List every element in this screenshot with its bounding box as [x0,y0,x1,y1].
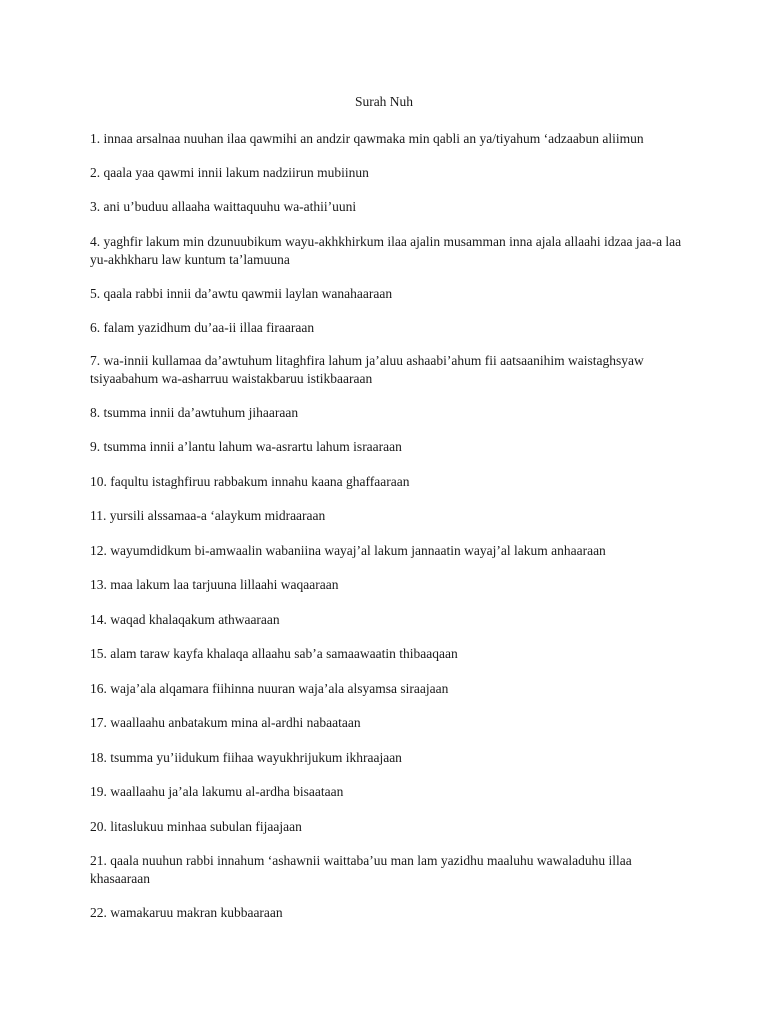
verse-5: 5. qaala rabbi innii da’awtu qawmii laylan wanahaaraan [90,286,393,301]
verse-7: 7. wa-innii kullamaa da’awtuhum litaghfira lahum ja’aluu ashaabi’ahum fii aatsaanihim waistaghsyaw tsiyaabahum wa-asharruu waistakbaruu istikbaaraan [90,353,644,386]
verse-18: 18. tsumma yu’iidukum fiihaa wayukhrijukum ikhraajaan [90,750,402,765]
verse-13: 13. maa lakum laa tarjuuna lillaahi waqaaraan [90,577,339,592]
verse-1: 1. innaa arsalnaa nuuhan ilaa qawmihi an andzir qawmaka min qabli an ya/tiyahum ‘adzaabun aliimun [90,131,644,146]
verse-9: 9. tsumma innii a’lantu lahum wa-asrartu lahum israaraan [90,439,402,454]
verse-12: 12. wayumdidkum bi-amwaalin wabaniina wayaj’al lakum jannaatin wayaj’al lakum anhaaraan [90,543,606,558]
verse-8: 8. tsumma innii da’awtuhum jihaaraan [90,405,299,420]
verse-20: 20. litaslukuu minhaa subulan fijaajaan [90,819,302,834]
verse-22: 22. wamakaruu makran kubbaaraan [90,905,283,920]
verse-14: 14. waqad khalaqakum athwaaraan [90,612,280,627]
verse-4: 4. yaghfir lakum min dzunuubikum wayu-akhkhirkum ilaa ajalin musamman inna ajala allaahi idzaa jaa-a laa yu-akhkharu law kuntum ta’lamuuna [90,234,682,267]
page-title: Surah Nuh [354,94,414,109]
verse-15: 15. alam taraw kayfa khalaqa allaahu sab’a samaawaatin thibaaqaan [90,646,458,661]
verse-6: 6. falam yazidhum du’aa-ii illaa firaaraan [90,320,315,335]
verse-17: 17. waallaahu anbatakum mina al-ardhi nabaataan [90,715,361,730]
verse-21: 21. qaala nuuhun rabbi innahum ‘ashawnii waittaba’uu man lam yazidhu maaluhu wawaladuhu illaa khasaaraan [90,853,632,886]
verse-3: 3. ani u’buduu allaaha waittaquuhu wa-athii’uuni [90,199,357,214]
verse-19: 19. waallaahu ja’ala lakumu al-ardha bisaataan [90,784,344,799]
verse-16: 16. waja’ala alqamara fiihinna nuuran waja’ala alsyamsa siraajaan [90,681,449,696]
verse-2: 2. qaala yaa qawmi innii lakum nadziirun mubiinun [90,165,369,180]
verse-10: 10. faqultu istaghfiruu rabbakum innahu kaana ghaffaaraan [90,474,410,489]
verse-11: 11. yursili alssamaa-a ‘alaykum midraaraan [90,508,326,523]
